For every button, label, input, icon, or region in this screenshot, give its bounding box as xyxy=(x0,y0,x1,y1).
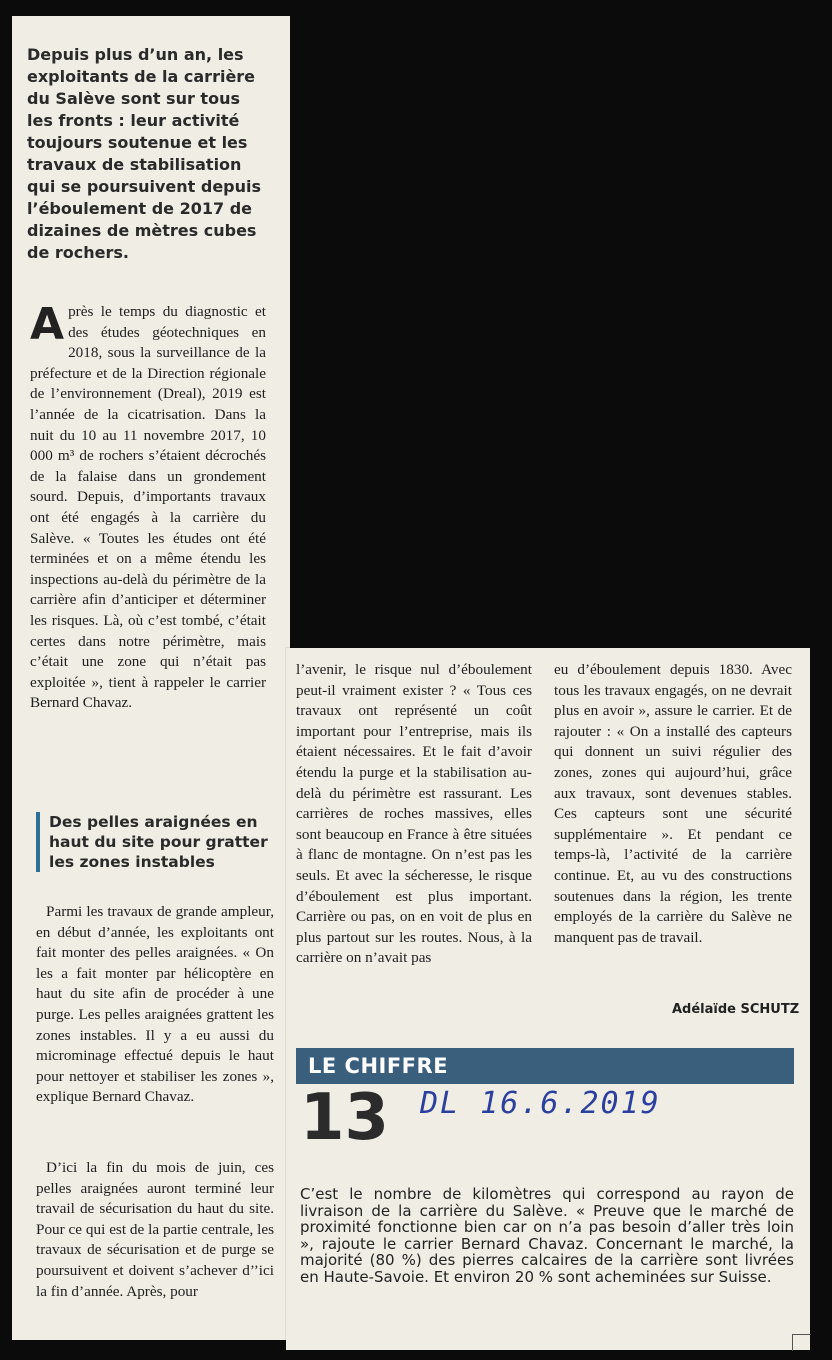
chiffre-number: 13 xyxy=(300,1081,390,1155)
paragraph-1-text: près le temps du diagnostic et des études géotechniques en 2018, sous la surveillance de la préfecture et de la Direction régionale de l’environnement (Dreal), 2019 est l’année de la cicatrisation. Dans la nuit du 10 au 11 novembre 2017, 10 000 m³ de rochers s’étaient décrochés de la falaise dans un grondement sourd. Depuis, d’importants travaux ont été engagés à la carrière du Salève. « Toutes les études ont été terminées et on a même étendu les inspections au-delà du périmètre de la carrière afin d’anticiper et déterminer les risques. Là, où c’est tombé, c’était certes dans notre périmètre, mais c’était une zone qui n’était pas exploitée », tient à rappeler le carrier Bernard Chavaz. xyxy=(30,303,266,712)
article-column-3: eu d’éboulement depuis 1830. Avec tous les travaux engagés, on ne devrait plus en avoir », assure le carrier. Et de rajouter : « On a installé des capteurs qui donnent un suivi régulier des zones, zones qui aujourd’hui, grâce aux travaux, sont devenues stables. Ces capteurs sont une sécurité supplémentaire ». Et pendant ce temps-là, l’activité de la carrière continue. Et, au vu des constructions soutenues dans la région, les trente employés de la carrière du Salève ne manquent pas de travail. xyxy=(554,661,792,946)
article-intro: Depuis plus d’un an, les exploitants de la carrière du Salève sont sur tous les fronts : leur activité toujours soutenue et les travaux de stabilisation qui se poursuivent depuis l’éboulement de 2017 de dizaines de mètres cubes de rochers. xyxy=(27,45,262,262)
article-paragraph-2: Parmi les travaux de grande ampleur, en début d’année, les exploitants ont fait monter des pelles araignées. « On les a fait monter par hélicoptère en haut du site afin de procéder à une purge. Les pelles araignées grattent les zones instables. Il y a eu aussi du microminage effectué depuis le haut pour nettoyer et stabiliser les zones », explique Bernard Chavaz. xyxy=(36,903,274,1106)
article-column-2: l’avenir, le risque nul d’éboulement peut-il vraiment exister ? « Tous ces travaux ont représenté un coût important pour l’entreprise, mais ils étaient nécessaires. Et le fait d’avoir étendu la purge et la stabilisation au-delà du périmètre est rassurant. Les carrières de roches massives, elles sont beaucoup en France à être situées à flanc de montagne. On n’est pas les seuls. Et avec la sécheresse, le risque d’éboulement est plus important. Carrière ou pas, on en voit de plus en plus partout sur les routes. Nous, à la carrière on n’avait pas xyxy=(296,661,532,967)
article-subheading: Des pelles araignées en haut du site pour gratter les zones instables xyxy=(36,812,279,872)
byline: Adélaïde SCHUTZ xyxy=(672,1002,800,1017)
le-chiffre-banner xyxy=(296,1048,794,1084)
page-corner-mark xyxy=(792,1334,811,1351)
article-paragraph-1 xyxy=(30,299,266,714)
drop-cap: A xyxy=(30,299,65,350)
article-paragraph-3: D’ici la fin du mois de juin, ces pelles araignées auront terminé leur travail de sécurisation du haut du site. Pour ce qui est de la partie centrale, les travaux de sécurisation et de purge se poursuivent et doivent s’achever d’’ici la fin d’année. Après, pour xyxy=(36,1159,274,1300)
handwritten-date-note: DL 16.6.2019 xyxy=(420,1086,661,1121)
chiffre-description: C’est le nombre de kilomètres qui correspond au rayon de livraison de la carrière du Salève. « Preuve que le marché de proximité fonctionne bien car on n’a pas besoin d’aller très loin », rajoute le carrier Bernard Chavaz. Concernant le marché, la majorité (80 %) des pierres calcaires de la carrière sont livrées en Haute-Savoie. Et environ 20 % sont acheminées sur Suisse. xyxy=(300,1185,794,1286)
le-chiffre-label: LE CHIFFRE xyxy=(308,1054,449,1078)
